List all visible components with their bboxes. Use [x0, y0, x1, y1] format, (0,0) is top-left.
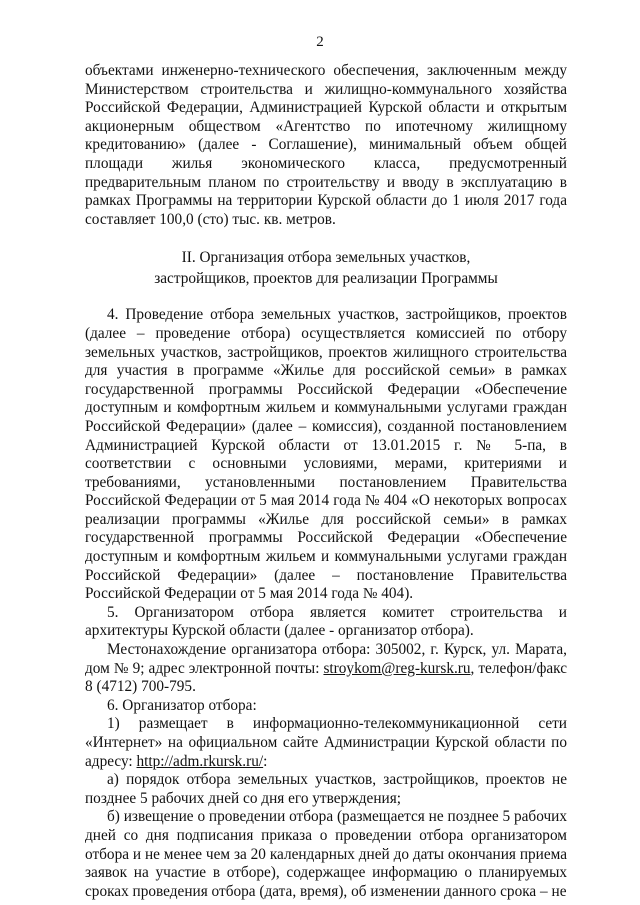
paragraph-location	[85, 641, 567, 697]
section-heading-line1: II. Организация отбора земельных участков,	[181, 249, 471, 267]
paragraph-6-a: а) порядок отбора земельных участков, застройщиков, проектов не позднее 5 рабочих дней со дня его утверждения;	[85, 771, 567, 807]
document-body	[85, 62, 567, 901]
paragraph-4: 4. Проведение отбора земельных участков, застройщиков, проектов (далее – проведение отбора) осуществляется комиссией по отбору земельных участков, застройщиков, проектов жилищного строительства для участия в программе «Жилье для российской семьи» в рамках государственной программы Российской Федерации «Обеспечение доступным и комфортным жильем и коммунальными услугами граждан Российской Федерации» (далее – комиссия), созданной постановлением Администрацией Курской области от 13.01.2015 г. № 5-па, в соответствии с основными условиями, мерами, критериями и требованиями, установленными постановлением Правительства Российской Федерации от 5 мая 2014 года № 404 «О некоторых вопросах реализации программы «Жилье для российской семьи» в рамках государственной программы Российской Федерации «Обеспечение доступным и комфортным жильем и коммунальными услугами граждан Российской Федерации» (далее – постановление Правительства Российской Федерации от 5 мая 2014 года № 404).	[85, 306, 567, 603]
site-link[interactable]: http://adm.rkursk.ru/	[136, 752, 264, 770]
paragraph-intro: объектами инженерно-технического обеспечения, заключенным между Министерством строительства и жилищно-коммунального хозяйства Российской Федерации, Администрацией Курской области и открытым акционерным обществом «Агентство по ипотечному жилищному кредитованию» (далее - Соглашение), минимальный объем общей площади жилья экономического класса, предусмотренный предварительным планом по строительству и вводу в эксплуатацию в рамках Программы на территории Курской области до 1 июля 2017 года составляет 100,0 (сто) тыс. кв. метров.	[85, 62, 567, 228]
section-heading-line2: застройщиков, проектов для реализации Программы	[154, 270, 498, 288]
item-1-colon: :	[263, 752, 268, 770]
phone-text: , телефон/факс 8 (4712) 700-795.	[85, 659, 567, 696]
page-number: 2	[316, 34, 324, 50]
location-text: Местонахождение организатора отбора: 305002, г. Курск, ул. Марата, дом № 9; адрес электронной почты:	[85, 641, 567, 677]
paragraph-5: 5. Организатором отбора является комитет строительства и архитектуры Курской области (далее - организатор отбора).	[85, 603, 567, 640]
paragraph-6-1	[85, 715, 567, 771]
item-1-text: 1) размещает в информационно-телекоммуникационной сети «Интернет» на официальном сайте Администрации Курской области по адресу:	[85, 715, 567, 770]
email-link[interactable]: stroykom@reg-kursk.ru	[323, 659, 471, 677]
paragraph-6-b: б) извещение о проведении отбора (размещается не позднее 5 рабочих дней со дня подписания приказа о проведении отбора организатором отбора и не менее чем за 20 календарных дней до даты окончания приема заявок на участие в отборе), содержащее информацию о планируемых сроках проведения отбора (дата, время), об изменении данного срока – не	[85, 808, 567, 900]
section-heading	[85, 247, 567, 289]
paragraph-6: 6. Организатор отбора:	[107, 696, 257, 714]
